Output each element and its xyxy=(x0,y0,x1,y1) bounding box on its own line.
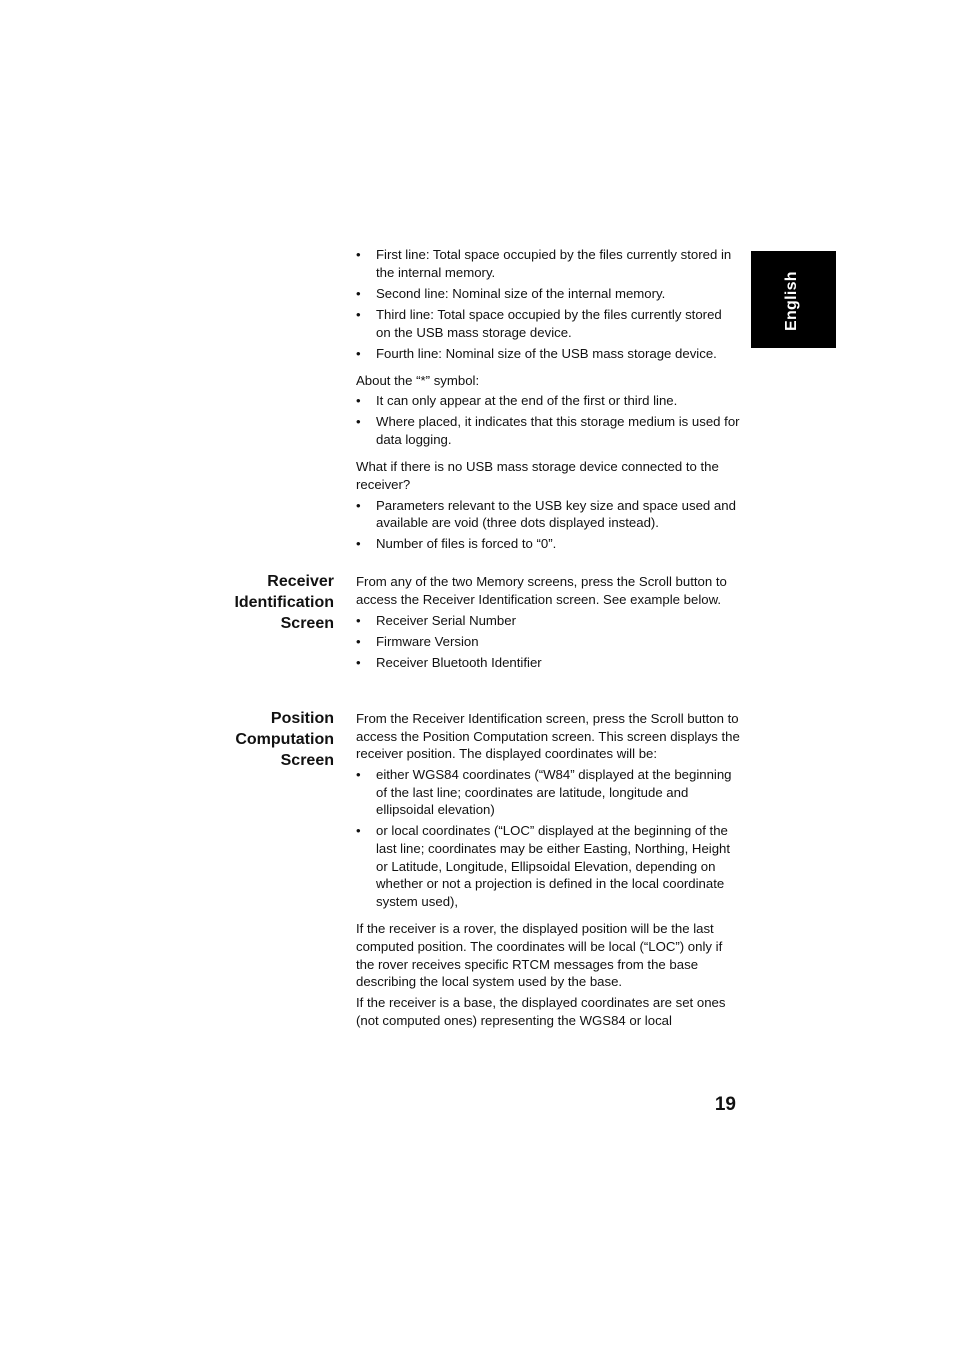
memory-lines-block xyxy=(356,243,740,553)
list-item: • either WGS84 coordinates (“W84” displayed at the beginning of the last line; coordinates are latitude, longitude and ellipsoidal elevation) xyxy=(356,766,740,819)
receiver-id-list xyxy=(356,612,740,672)
no-usb-list xyxy=(356,497,740,553)
position-intro: From the Receiver Identification screen, press the Scroll button to access the Position Computation screen. This screen displays the receiver position. The displayed coordinates will be: xyxy=(356,711,740,762)
receiver-id-block xyxy=(356,573,740,671)
memory-lines-list xyxy=(356,246,740,362)
list-item: • Fourth line: Nominal size of the USB mass storage device. xyxy=(356,345,740,363)
list-item: • Parameters relevant to the USB key size and space used and available are void (three dots displayed instead). xyxy=(356,497,740,532)
list-item: • First line: Total space occupied by the files currently stored in the internal memory. xyxy=(356,246,740,281)
position-list xyxy=(356,766,740,910)
language-tab xyxy=(751,251,836,348)
about-symbol-text: About the “*” symbol: xyxy=(356,373,480,389)
no-usb-question: What if there is no USB mass storage device connected to the receiver? xyxy=(356,459,719,492)
list-item: • Second line: Nominal size of the internal memory. xyxy=(356,285,740,303)
page-number: 19 xyxy=(714,1094,736,1115)
base-paragraph: If the receiver is a base, the displayed coordinates are set ones (not computed ones) representing the WGS84 or local xyxy=(356,995,726,1028)
list-item: • It can only appear at the end of the first or third line. xyxy=(356,392,740,410)
list-item: • Where placed, it indicates that this storage medium is used for data logging. xyxy=(356,413,740,448)
list-item: • Firmware Version xyxy=(356,633,740,651)
list-item: • Number of files is forced to “0”. xyxy=(356,535,740,553)
list-item: • Receiver Serial Number xyxy=(356,612,740,630)
list-item: • Third line: Total space occupied by the files currently stored on the USB mass storage device. xyxy=(356,306,740,341)
list-item: • or local coordinates (“LOC” displayed at the beginning of the last line; coordinates may be either Easting, Northing, Height or Latitude, Longitude, Ellipsoidal Elevation, depending on whether or not a projection is defined in the local coordinate system used), xyxy=(356,822,740,910)
language-tab-label: English xyxy=(783,271,800,331)
symbol-list xyxy=(356,392,740,448)
receiver-id-heading: Receiver Identification Screen xyxy=(234,573,334,632)
list-item: • Receiver Bluetooth Identifier xyxy=(356,654,740,672)
position-heading: Position Computation Screen xyxy=(235,710,334,769)
receiver-id-intro: From any of the two Memory screens, press the Scroll button to access the Receiver Identification screen. See example below. xyxy=(356,574,727,607)
position-block xyxy=(356,710,740,1029)
rover-paragraph: If the receiver is a rover, the displayed position will be the last computed position. The coordinates will be local (“LOC”) only if the rover receives specific RTCM messages from the base describing the local system used by the base. xyxy=(356,921,723,990)
